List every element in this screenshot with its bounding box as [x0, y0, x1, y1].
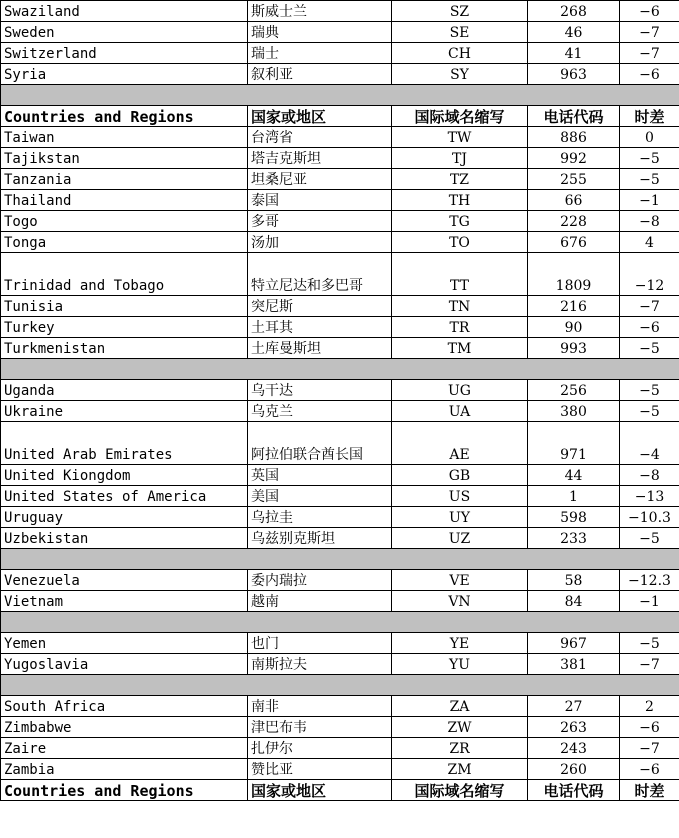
header-time-difference: 时差: [620, 106, 679, 127]
table-row: [1, 401, 679, 422]
time-difference: −7: [620, 43, 679, 64]
table-body: [1, 1, 679, 801]
domain-code: TM: [392, 338, 528, 359]
country-name-chinese: 南非: [248, 696, 392, 717]
time-difference: −5: [620, 148, 679, 169]
domain-code: TZ: [392, 169, 528, 190]
time-difference: −6: [620, 717, 679, 738]
table-row: [1, 591, 679, 612]
country-name-chinese: 汤加: [248, 232, 392, 253]
domain-code: SZ: [392, 1, 528, 22]
time-difference: −5: [620, 338, 679, 359]
time-difference: −8: [620, 465, 679, 486]
country-name-english: Vietnam: [1, 591, 248, 612]
header-domain-code: 国际域名缩写: [392, 780, 528, 801]
phone-code: 41: [528, 43, 620, 64]
country-name-english: Yemen: [1, 633, 248, 654]
phone-code: 228: [528, 211, 620, 232]
phone-code: 66: [528, 190, 620, 211]
country-name-english: Turkey: [1, 317, 248, 338]
phone-code: 27: [528, 696, 620, 717]
country-name-english: Turkmenistan: [1, 338, 248, 359]
time-difference: −7: [620, 296, 679, 317]
domain-code: TG: [392, 211, 528, 232]
country-name-chinese: 突尼斯: [248, 296, 392, 317]
table-row: [1, 738, 679, 759]
phone-code: 967: [528, 633, 620, 654]
table-row: [1, 64, 679, 85]
header-chinese-name: 国家或地区: [248, 780, 392, 801]
table-row: [1, 465, 679, 486]
table-row: [1, 148, 679, 169]
time-difference: −5: [620, 380, 679, 401]
country-name-chinese: 阿拉伯联合酋长国: [248, 422, 392, 465]
country-name-english: Switzerland: [1, 43, 248, 64]
country-name-english: United Kiongdom: [1, 465, 248, 486]
country-name-chinese: 土库曼斯坦: [248, 338, 392, 359]
country-name-chinese: 多哥: [248, 211, 392, 232]
header-domain-code: 国际域名缩写: [392, 106, 528, 127]
country-name-chinese: 南斯拉夫: [248, 654, 392, 675]
table-row: [1, 317, 679, 338]
country-name-chinese: 乌拉圭: [248, 507, 392, 528]
country-name-chinese: 乌干达: [248, 380, 392, 401]
phone-code: 992: [528, 148, 620, 169]
table-row: [1, 759, 679, 780]
phone-code: 598: [528, 507, 620, 528]
country-name-english: Tajikstan: [1, 148, 248, 169]
phone-code: 90: [528, 317, 620, 338]
domain-code: TO: [392, 232, 528, 253]
domain-code: VE: [392, 570, 528, 591]
phone-code: 1809: [528, 253, 620, 296]
country-name-english: Thailand: [1, 190, 248, 211]
phone-code: 216: [528, 296, 620, 317]
country-name-chinese: 也门: [248, 633, 392, 654]
section-separator: [1, 85, 679, 106]
section-separator: [1, 549, 679, 570]
header-time-difference: 时差: [620, 780, 679, 801]
domain-code: YE: [392, 633, 528, 654]
phone-code: 1: [528, 486, 620, 507]
header-phone-code: 电话代码: [528, 780, 620, 801]
country-name-chinese: 泰国: [248, 190, 392, 211]
country-name-english: Taiwan: [1, 127, 248, 148]
table-row: [1, 696, 679, 717]
country-name-english: Zambia: [1, 759, 248, 780]
table-row: [1, 380, 679, 401]
phone-code: 971: [528, 422, 620, 465]
domain-code: ZR: [392, 738, 528, 759]
time-difference: −7: [620, 738, 679, 759]
time-difference: −12: [620, 253, 679, 296]
table-row: [1, 1, 679, 22]
table-row: [1, 22, 679, 43]
country-name-english: United States of America: [1, 486, 248, 507]
separator-cell: [1, 675, 679, 696]
table-row: [1, 654, 679, 675]
domain-code: UY: [392, 507, 528, 528]
table-row: [1, 570, 679, 591]
country-name-english: United Arab Emirates: [1, 422, 248, 465]
time-difference: 2: [620, 696, 679, 717]
time-difference: −6: [620, 759, 679, 780]
time-difference: −6: [620, 317, 679, 338]
domain-code: YU: [392, 654, 528, 675]
header-country: Countries and Regions: [1, 780, 248, 801]
time-difference: −8: [620, 211, 679, 232]
domain-code: UA: [392, 401, 528, 422]
separator-cell: [1, 612, 679, 633]
country-name-english: Uruguay: [1, 507, 248, 528]
phone-code: 255: [528, 169, 620, 190]
separator-cell: [1, 549, 679, 570]
country-name-english: Swaziland: [1, 1, 248, 22]
domain-code: UZ: [392, 528, 528, 549]
phone-code: 381: [528, 654, 620, 675]
table-row: [1, 633, 679, 654]
domain-code: US: [392, 486, 528, 507]
header-country: Countries and Regions: [1, 106, 248, 127]
section-separator: [1, 675, 679, 696]
country-name-english: Sweden: [1, 22, 248, 43]
country-name-english: Yugoslavia: [1, 654, 248, 675]
phone-code: 256: [528, 380, 620, 401]
table-row: [1, 43, 679, 64]
phone-code: 263: [528, 717, 620, 738]
phone-code: 233: [528, 528, 620, 549]
time-difference: −6: [620, 64, 679, 85]
country-name-chinese: 瑞典: [248, 22, 392, 43]
country-name-chinese: 特立尼达和多巴哥: [248, 253, 392, 296]
country-name-english: Uganda: [1, 380, 248, 401]
table-row: [1, 211, 679, 232]
country-name-english: Syria: [1, 64, 248, 85]
country-name-english: Uzbekistan: [1, 528, 248, 549]
phone-code: 243: [528, 738, 620, 759]
domain-code: TT: [392, 253, 528, 296]
time-difference: −1: [620, 591, 679, 612]
domain-code: CH: [392, 43, 528, 64]
domain-code: AE: [392, 422, 528, 465]
country-name-chinese: 美国: [248, 486, 392, 507]
time-difference: −5: [620, 633, 679, 654]
country-name-chinese: 坦桑尼亚: [248, 169, 392, 190]
phone-code: 84: [528, 591, 620, 612]
domain-code: ZM: [392, 759, 528, 780]
country-name-english: Tonga: [1, 232, 248, 253]
time-difference: −6: [620, 1, 679, 22]
country-name-english: South Africa: [1, 696, 248, 717]
country-name-chinese: 扎伊尔: [248, 738, 392, 759]
time-difference: −4: [620, 422, 679, 465]
country-name-chinese: 台湾省: [248, 127, 392, 148]
phone-code: 886: [528, 127, 620, 148]
domain-code: TW: [392, 127, 528, 148]
time-difference: −10.3: [620, 507, 679, 528]
country-name-english: Zaire: [1, 738, 248, 759]
country-name-english: Zimbabwe: [1, 717, 248, 738]
header-phone-code: 电话代码: [528, 106, 620, 127]
separator-cell: [1, 85, 679, 106]
phone-code: 993: [528, 338, 620, 359]
phone-code: 46: [528, 22, 620, 43]
table-row: [1, 717, 679, 738]
section-separator: [1, 612, 679, 633]
country-name-chinese: 乌克兰: [248, 401, 392, 422]
phone-code: 44: [528, 465, 620, 486]
time-difference: −7: [620, 654, 679, 675]
domain-code: UG: [392, 380, 528, 401]
country-name-english: Tunisia: [1, 296, 248, 317]
header-chinese-name: 国家或地区: [248, 106, 392, 127]
table-row: [1, 528, 679, 549]
country-name-chinese: 塔吉克斯坦: [248, 148, 392, 169]
separator-cell: [1, 359, 679, 380]
time-difference: −12.3: [620, 570, 679, 591]
table-row: [1, 486, 679, 507]
table-row: [1, 127, 679, 148]
table-row: [1, 507, 679, 528]
domain-code: TH: [392, 190, 528, 211]
domain-code: VN: [392, 591, 528, 612]
phone-code: 380: [528, 401, 620, 422]
country-name-chinese: 英国: [248, 465, 392, 486]
time-difference: 4: [620, 232, 679, 253]
country-name-chinese: 乌兹别克斯坦: [248, 528, 392, 549]
country-name-english: Venezuela: [1, 570, 248, 591]
country-name-chinese: 叙利亚: [248, 64, 392, 85]
domain-code: ZW: [392, 717, 528, 738]
time-difference: −5: [620, 528, 679, 549]
phone-code: 260: [528, 759, 620, 780]
header-row: [1, 106, 679, 127]
table-row: [1, 296, 679, 317]
table-row: [1, 422, 679, 465]
table-row: [1, 253, 679, 296]
domain-code: TJ: [392, 148, 528, 169]
time-difference: −5: [620, 401, 679, 422]
domain-code: SY: [392, 64, 528, 85]
country-name-chinese: 斯威士兰: [248, 1, 392, 22]
time-difference: −5: [620, 169, 679, 190]
table-row: [1, 169, 679, 190]
domain-code: TR: [392, 317, 528, 338]
domain-code: SE: [392, 22, 528, 43]
country-name-chinese: 越南: [248, 591, 392, 612]
domain-code: TN: [392, 296, 528, 317]
phone-code: 963: [528, 64, 620, 85]
header-row: [1, 780, 679, 801]
country-name-english: Tanzania: [1, 169, 248, 190]
country-name-english: Ukraine: [1, 401, 248, 422]
phone-code: 58: [528, 570, 620, 591]
table-row: [1, 338, 679, 359]
section-separator: [1, 359, 679, 380]
domain-code: ZA: [392, 696, 528, 717]
time-difference: −7: [620, 22, 679, 43]
time-difference: −1: [620, 190, 679, 211]
phone-code: 268: [528, 1, 620, 22]
country-name-chinese: 瑞士: [248, 43, 392, 64]
country-name-chinese: 赞比亚: [248, 759, 392, 780]
country-name-chinese: 土耳其: [248, 317, 392, 338]
country-name-chinese: 委内瑞拉: [248, 570, 392, 591]
time-difference: 0: [620, 127, 679, 148]
time-difference: −13: [620, 486, 679, 507]
country-name-chinese: 津巴布韦: [248, 717, 392, 738]
domain-code: GB: [392, 465, 528, 486]
country-name-english: Trinidad and Tobago: [1, 253, 248, 296]
phone-code: 676: [528, 232, 620, 253]
table-row: [1, 190, 679, 211]
country-name-english: Togo: [1, 211, 248, 232]
table-row: [1, 232, 679, 253]
